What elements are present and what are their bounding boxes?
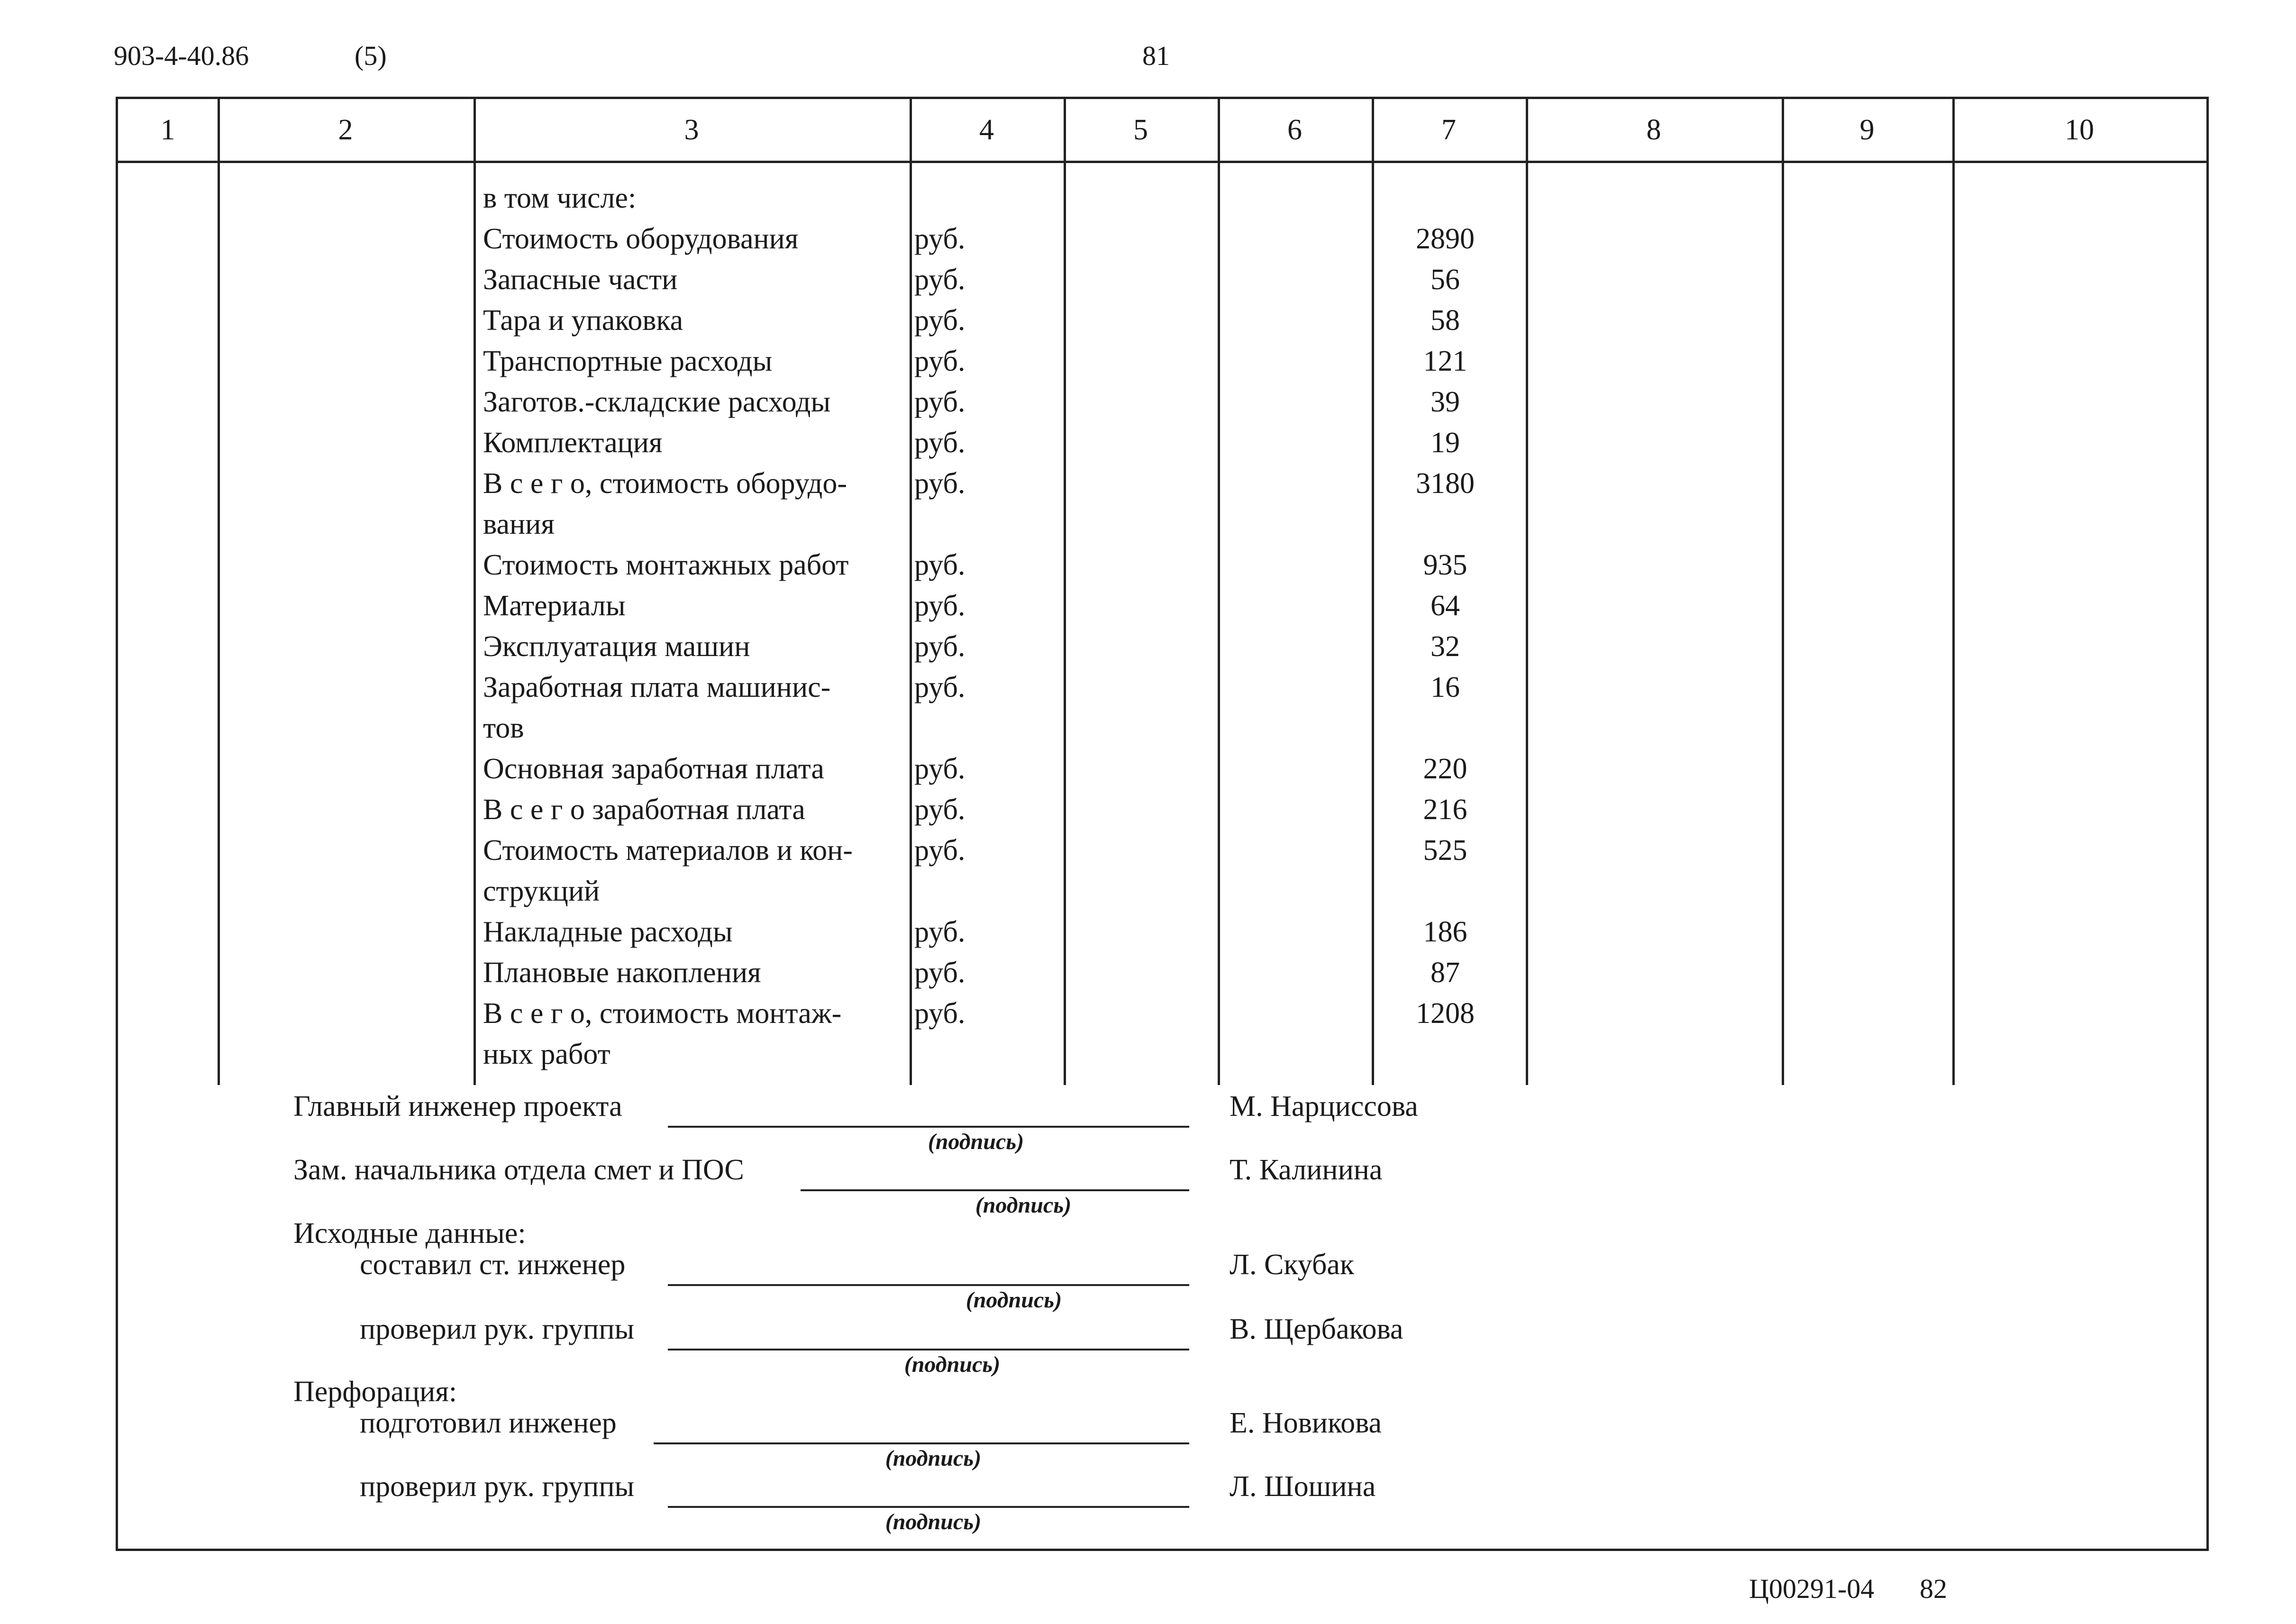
compiled-label: составил ст. инженер: [360, 1249, 626, 1281]
item-name: Стоимость материалов и кон-: [483, 834, 853, 867]
item-name: Комплектация: [483, 427, 663, 459]
item-name: Основная заработная плата: [483, 753, 824, 785]
item-name-continuation: струкций: [483, 875, 600, 907]
column-divider: [910, 99, 912, 1085]
signature-line: [668, 1284, 1189, 1286]
item-name: Накладные расходы: [483, 916, 733, 948]
item-unit: руб.: [914, 264, 966, 296]
item-unit: руб.: [914, 753, 966, 785]
item-unit: руб.: [914, 590, 966, 622]
item-value: 32: [1430, 630, 1460, 663]
item-value: 87: [1430, 957, 1460, 989]
item-value: 3180: [1416, 467, 1475, 500]
footer-code: Ц00291-04: [1749, 1573, 1875, 1604]
item-name: Транспортные расходы: [483, 345, 773, 377]
perforation-title: Перфорация:: [293, 1376, 457, 1408]
item-unit: руб.: [914, 549, 966, 581]
column-number-7: 7: [1441, 114, 1456, 146]
estimate-table: [116, 97, 2209, 1551]
document-code: 903-4-40.86: [114, 40, 249, 71]
signature-hint: (подпись): [966, 1287, 1062, 1313]
prepared-label: подготовил инженер: [360, 1407, 617, 1439]
item-name: В с е г о, стоимость монтаж-: [483, 997, 842, 1030]
item-name: Заработная плата машинис-: [483, 671, 831, 703]
column-number-10: 10: [2065, 114, 2094, 146]
column-number-8: 8: [1646, 114, 1661, 146]
item-unit: руб.: [914, 427, 966, 459]
item-unit: руб.: [914, 997, 966, 1030]
item-unit: руб.: [914, 834, 966, 867]
item-name-continuation: вания: [483, 508, 555, 540]
checked2-name: Л. Шошина: [1230, 1470, 1376, 1503]
column-number-3: 3: [684, 114, 699, 146]
signature-hint: (подпись): [904, 1352, 1001, 1377]
source-data-title: Исходные данные:: [293, 1217, 526, 1250]
item-unit: руб.: [914, 916, 966, 948]
item-name-continuation: тов: [483, 712, 524, 744]
item-value: 56: [1430, 264, 1460, 296]
column-number-6: 6: [1287, 114, 1302, 146]
item-name: Стоимость оборудования: [483, 223, 799, 255]
item-unit: руб.: [914, 304, 966, 337]
column-divider: [218, 99, 220, 1085]
prepared-name: Е. Новикова: [1230, 1407, 1382, 1439]
signature-hint: (подпись): [885, 1446, 982, 1471]
item-name: Плановые накопления: [483, 957, 761, 989]
item-value: 2890: [1416, 223, 1475, 255]
signature-hint: (подпись): [885, 1509, 982, 1534]
item-unit: руб.: [914, 957, 966, 989]
sheet-mark: (5): [355, 40, 387, 71]
item-unit: руб.: [914, 223, 966, 255]
item-value: 186: [1423, 916, 1467, 948]
page-number: 81: [1142, 40, 1170, 71]
signature-line: [668, 1506, 1189, 1508]
item-unit: руб.: [914, 386, 966, 418]
checked1-label: проверил рук. группы: [360, 1313, 635, 1345]
item-unit: руб.: [914, 467, 966, 500]
deputy-head-label: Зам. начальника отдела смет и ПОС: [293, 1154, 744, 1186]
column-number-4: 4: [979, 114, 994, 146]
signature-hint: (подпись): [928, 1129, 1024, 1154]
item-value: 121: [1423, 345, 1467, 377]
checked1-name: В. Щербакова: [1230, 1313, 1403, 1345]
column-divider: [474, 99, 476, 1085]
chief-engineer-name: М. Нарциссова: [1230, 1090, 1418, 1122]
signature-line: [654, 1442, 1189, 1444]
column-divider: [1952, 99, 1955, 1085]
item-value: 39: [1430, 386, 1460, 418]
item-value: 64: [1430, 590, 1460, 622]
item-value: 220: [1423, 753, 1467, 785]
column-divider: [1526, 99, 1528, 1085]
item-value: 216: [1423, 794, 1467, 826]
item-name: В с е г о заработная плата: [483, 794, 805, 826]
item-name: В с е г о, стоимость оборудо-: [483, 467, 847, 500]
item-name-continuation: ных работ: [483, 1038, 610, 1070]
item-name: Материалы: [483, 590, 626, 622]
column-number-2: 2: [338, 114, 353, 146]
item-name: Заготов.-складские расходы: [483, 386, 831, 418]
signature-line: [801, 1189, 1189, 1191]
compiled-name: Л. Скубак: [1230, 1249, 1355, 1281]
signature-line: [668, 1126, 1189, 1128]
item-name: Запасные части: [483, 264, 678, 296]
item-value: 525: [1423, 834, 1467, 867]
item-unit: руб.: [914, 794, 966, 826]
item-name: Эксплуатация машин: [483, 630, 750, 663]
item-name: Тара и упаковка: [483, 304, 683, 337]
item-unit: руб.: [914, 671, 966, 703]
item-unit: руб.: [914, 345, 966, 377]
column-number-1: 1: [160, 114, 175, 146]
item-value: 935: [1423, 549, 1467, 581]
chief-engineer-label: Главный инженер проекта: [293, 1090, 622, 1122]
item-name: в том числе:: [483, 182, 637, 214]
checked2-label: проверил рук. группы: [360, 1470, 635, 1503]
column-number-9: 9: [1859, 114, 1875, 146]
item-unit: руб.: [914, 630, 966, 663]
item-value: 19: [1430, 427, 1460, 459]
item-name: Стоимость монтажных работ: [483, 549, 849, 581]
signature-hint: (подпись): [975, 1193, 1072, 1218]
deputy-head-name: Т. Калинина: [1230, 1154, 1383, 1186]
column-divider: [1782, 99, 1784, 1085]
item-value: 16: [1430, 671, 1460, 703]
signature-line: [668, 1349, 1189, 1350]
item-value: 58: [1430, 304, 1460, 337]
footer-page: 82: [1920, 1573, 1947, 1604]
item-value: 1208: [1416, 997, 1475, 1030]
column-divider: [1218, 99, 1220, 1085]
column-number-5: 5: [1133, 114, 1148, 146]
